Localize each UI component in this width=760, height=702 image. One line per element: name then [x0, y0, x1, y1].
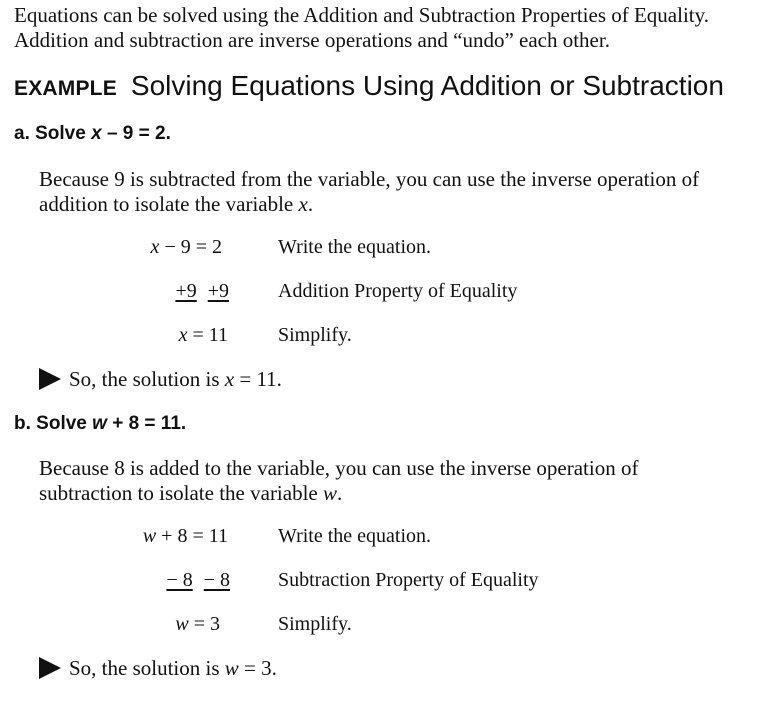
- part-a-heading: [14, 123, 171, 145]
- conclusion-value: = 3.: [238, 656, 277, 680]
- part-b-heading: [14, 413, 186, 435]
- intro-line-2: Addition and subtraction are inverse operations and “undo” each other.: [14, 28, 610, 52]
- example-heading: [14, 70, 724, 102]
- part-a-explanation-end: .: [307, 192, 314, 216]
- part-b-conclusion: [39, 656, 277, 681]
- part-a-explanation-2-text: addition to isolate the variable: [39, 192, 299, 216]
- part-b-step-2-note: Subtraction Property of Equality: [278, 569, 539, 591]
- part-a-explanation-2: [39, 192, 313, 217]
- part-b-explanation-var: w: [323, 481, 338, 505]
- part-b-step-1-equation: [28, 525, 228, 548]
- part-a-step-2-note: Addition Property of Equality: [278, 280, 518, 302]
- step-expr: + 8 = 11: [156, 525, 228, 547]
- step-op-right: +9: [207, 280, 229, 302]
- part-b-prefix: b. Solve: [14, 413, 93, 434]
- step-var: w: [142, 525, 157, 547]
- part-b-step-3-note: Simplify.: [278, 613, 352, 635]
- part-a-explanation-var: x: [298, 192, 308, 216]
- part-b-rest: + 8 = 11.: [106, 413, 187, 434]
- part-b-explanation-2-text: subtraction to isolate the variable: [39, 481, 323, 505]
- part-b-step-3-equation: [20, 613, 220, 636]
- part-a-rest: – 9 = 2.: [101, 123, 171, 144]
- example-label: EXAMPLE: [14, 77, 117, 100]
- part-a-var: x: [91, 123, 102, 144]
- step-op-left: +9: [175, 280, 197, 302]
- example-title: Solving Equations Using Addition or Subtraction: [130, 70, 724, 101]
- part-a-step-1-note: Write the equation.: [278, 236, 432, 258]
- conclusion-text: So, the solution is: [69, 367, 225, 391]
- intro-line-1: Equations can be solved using the Addition and Subtraction Properties of Equality.: [14, 3, 710, 27]
- step-expr: = 11: [187, 324, 228, 346]
- part-a-step-1-equation: [22, 236, 222, 259]
- part-b-step-2-equation: [30, 569, 230, 592]
- part-a-prefix: a. Solve: [14, 123, 92, 144]
- step-var: x: [178, 324, 188, 346]
- step-op-right: − 8: [203, 569, 230, 591]
- conclusion-var: w: [224, 656, 239, 680]
- step-var: x: [150, 236, 160, 258]
- part-a-step-3-equation: [28, 324, 228, 347]
- step-op-left: − 8: [166, 569, 193, 591]
- conclusion-text: So, the solution is: [69, 656, 225, 680]
- part-a-step-2-equation: [29, 280, 229, 303]
- triangle-right-icon: [39, 368, 61, 390]
- part-b-explanation-1: Because 8 is added to the variable, you can use the inverse operation of: [39, 456, 639, 480]
- part-b-explanation-end: .: [337, 481, 343, 505]
- part-a-step-3-note: Simplify.: [278, 324, 352, 346]
- step-expr: = 3: [188, 613, 220, 635]
- conclusion-var: x: [224, 367, 235, 391]
- part-a-explanation-1: Because 9 is subtracted from the variable, you can use the inverse operation of: [39, 167, 700, 191]
- conclusion-value: = 11.: [234, 367, 282, 391]
- part-b-explanation-2: [39, 481, 342, 506]
- triangle-right-icon: [39, 657, 61, 679]
- step-expr: − 9 = 2: [159, 236, 222, 258]
- step-var: w: [175, 613, 189, 635]
- part-a-conclusion: [39, 367, 282, 392]
- part-b-var: w: [92, 413, 107, 434]
- part-b-step-1-note: Write the equation.: [278, 525, 432, 547]
